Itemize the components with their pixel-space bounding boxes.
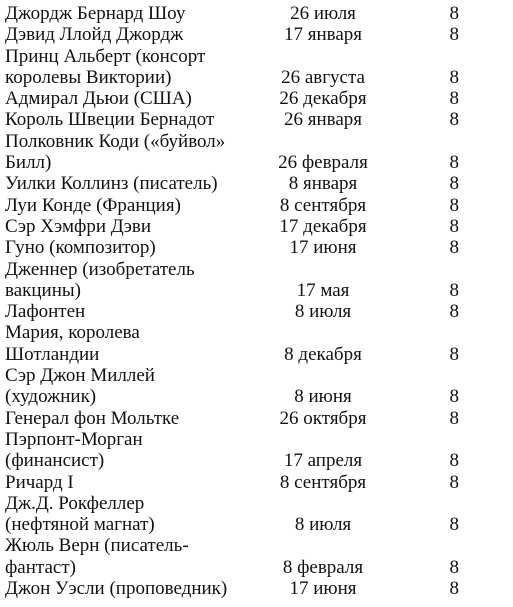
person-name: [5, 429, 271, 472]
table-row: [5, 109, 505, 130]
person-name: [5, 46, 271, 89]
person-name-line: Пэрпонт-Морган: [5, 428, 143, 450]
table-row: [5, 237, 505, 258]
table-row: [5, 301, 505, 322]
person-name-line: Король Швеции Бернадот: [5, 109, 215, 131]
table-row: [5, 88, 505, 109]
table-row: [5, 365, 505, 408]
person-name-line: Дж.Д. Рокфеллер: [5, 492, 145, 514]
birth-date: 8 июля: [294, 301, 352, 323]
number-value: 8: [449, 301, 459, 323]
birth-date: 17 июня: [289, 578, 357, 600]
birth-date: 8 февраля: [282, 556, 364, 578]
number-value: 8: [449, 386, 459, 408]
person-name: [5, 472, 271, 493]
table-row: [5, 195, 505, 216]
person-name: [5, 301, 271, 322]
person-name: [5, 88, 271, 109]
person-name: [5, 3, 271, 24]
person-name-line: Дэвид Ллойд Джордж: [5, 24, 184, 46]
table-row: [5, 216, 505, 237]
person-name: [5, 216, 271, 237]
table-row: [5, 535, 505, 578]
number-value: 8: [449, 215, 459, 237]
person-name-line: вакцины): [5, 279, 81, 301]
person-name-line: Сэр Хэмфри Дэви: [5, 215, 152, 237]
person-name: [5, 365, 271, 408]
table-row: [5, 46, 505, 89]
person-name-line: Полковник Коди («буйвол»: [5, 130, 226, 152]
birth-date: 26 июля: [290, 3, 356, 24]
table-row: [5, 131, 505, 174]
person-name-line: Дженнер (изобретатель: [5, 258, 195, 280]
person-name-line: королевы Виктории): [5, 66, 172, 88]
person-name: [5, 408, 271, 429]
person-name-line: Лафонтен: [5, 301, 86, 323]
person-name-line: Джон Уэсли (проповедник): [5, 578, 228, 600]
table-row: [5, 578, 505, 599]
number-value: 8: [449, 343, 459, 365]
person-name: [5, 109, 271, 130]
birth-date: 26 октября: [279, 407, 367, 429]
number-value: 8: [449, 66, 459, 88]
table-row: [5, 173, 505, 194]
table-row: [5, 408, 505, 429]
birth-date: 8 июля: [294, 514, 352, 536]
number-value: 8: [449, 237, 459, 259]
person-name: [5, 322, 271, 365]
birth-date: 17 января: [283, 24, 363, 46]
number-value: 8: [449, 3, 459, 24]
number-value: 8: [449, 173, 459, 195]
table-row: [5, 24, 505, 45]
table-row: [5, 429, 505, 472]
person-name-line: фантаст): [5, 556, 76, 578]
person-name: [5, 578, 271, 599]
person-name: [5, 237, 271, 258]
birthdays-table: [5, 3, 505, 599]
person-name-line: Шотландии: [5, 343, 100, 365]
birth-date: 8 июня: [294, 386, 352, 408]
person-name: [5, 535, 271, 578]
birth-date: 8 декабря: [284, 343, 362, 365]
person-name-line: (художник): [5, 386, 97, 408]
birth-date: 17 июня: [289, 237, 357, 259]
number-value: 8: [449, 24, 459, 46]
number-value: 8: [449, 279, 459, 301]
person-name: [5, 24, 271, 45]
birth-date: 17 декабря: [279, 215, 367, 237]
birth-date: 17 апреля: [283, 450, 363, 472]
person-name-line: Жюль Верн (писатель-: [5, 535, 189, 557]
person-name-line: Билл): [5, 152, 52, 174]
table-row: [5, 322, 505, 365]
number-value: 8: [449, 152, 459, 174]
table-row: [5, 259, 505, 302]
person-name-line: Сэр Джон Миллей: [5, 365, 155, 387]
birth-date: 26 августа: [281, 66, 365, 88]
person-name-line: Мария, королева: [5, 322, 140, 344]
birth-date: 8 января: [288, 173, 358, 195]
number-value: 8: [449, 109, 459, 131]
birth-date: 8 сентября: [279, 471, 367, 493]
number-value: 8: [449, 194, 459, 216]
table-row: [5, 3, 505, 24]
person-name-line: Джордж Бернард Шоу: [5, 3, 186, 24]
number-value: 8: [449, 88, 459, 110]
person-name: [5, 131, 271, 174]
person-name: [5, 195, 271, 216]
table-row: [5, 493, 505, 536]
person-name: [5, 259, 271, 302]
birth-date: 26 января: [283, 109, 363, 131]
person-name-line: Луи Конде (Франция): [5, 194, 181, 216]
number-value: 8: [449, 556, 459, 578]
person-name-line: Принц Альберт (консорт: [5, 45, 206, 67]
person-name-line: (финансист): [5, 450, 105, 472]
birth-date: 26 декабря: [279, 88, 367, 110]
birth-date: 17 мая: [296, 279, 350, 301]
person-name-line: (нефтяной магнат): [5, 514, 155, 536]
person-name: [5, 173, 271, 194]
person-name-line: Гуно (композитор): [5, 237, 156, 259]
birth-date: 8 сентября: [279, 194, 367, 216]
person-name-line: Генерал фон Мольтке: [5, 407, 180, 429]
number-value: 8: [449, 450, 459, 472]
birth-date: 26 февраля: [278, 152, 368, 174]
person-name: [5, 493, 271, 536]
number-value: 8: [449, 407, 459, 429]
person-name-line: Ричард I: [5, 471, 74, 493]
number-value: 8: [449, 471, 459, 493]
person-name-line: Уилки Коллинз (писатель): [5, 173, 218, 195]
person-name-line: Адмирал Дьюи (США): [5, 88, 192, 110]
table-row: [5, 472, 505, 493]
number-value: 8: [449, 578, 459, 600]
number-value: 8: [449, 514, 459, 536]
